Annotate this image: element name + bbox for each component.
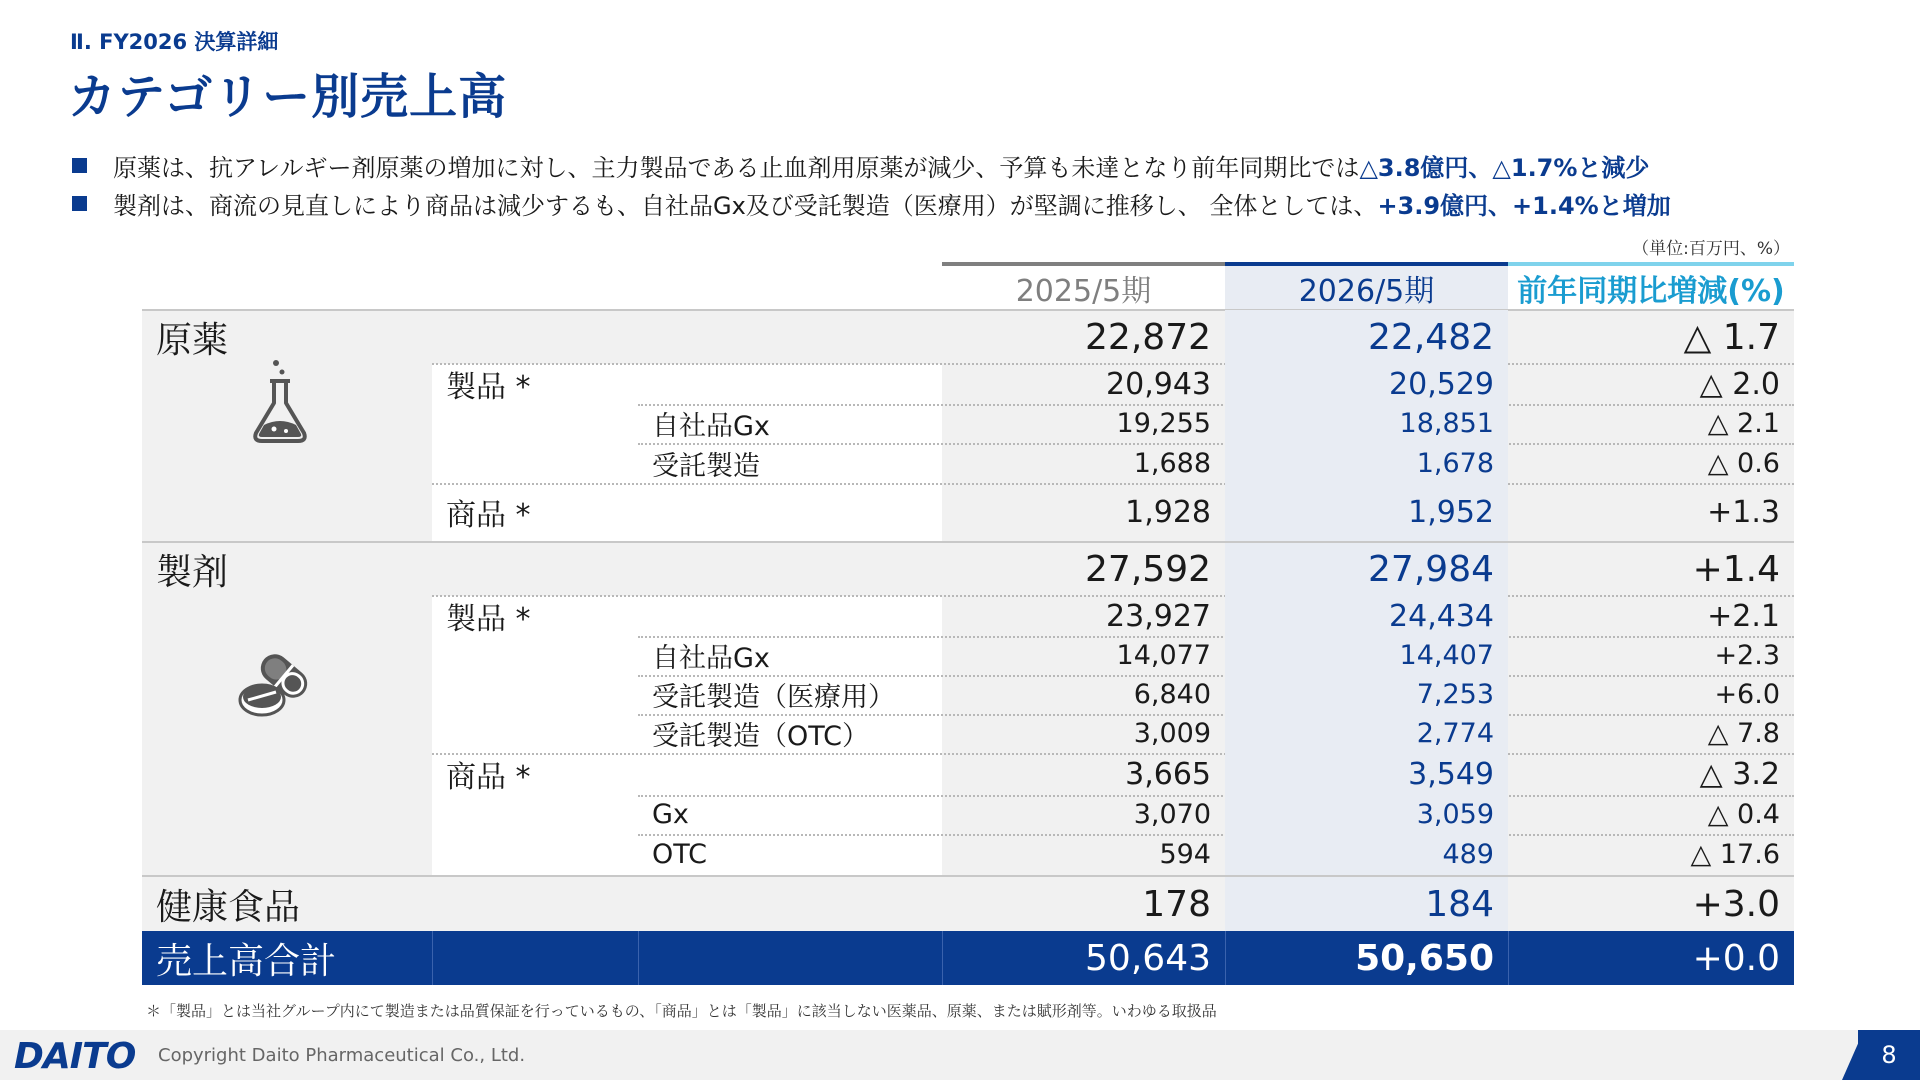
row-label: Gx	[652, 799, 689, 830]
value-prev: 20,943	[1106, 366, 1211, 402]
summary-bullets	[72, 146, 1892, 222]
value-prev: 1,928	[1125, 494, 1211, 530]
value-yoy: △ 2.0	[1699, 366, 1780, 402]
row-label: 健康食品	[156, 886, 301, 928]
value-yoy: △ 7.8	[1707, 718, 1780, 749]
value-cur: 3,549	[1225, 753, 1508, 795]
bullet-square-icon	[72, 158, 87, 173]
row-label: 原薬	[156, 319, 229, 361]
table-row-fp-goods-otc	[142, 834, 1794, 875]
value-prev: 14,077	[1116, 640, 1211, 671]
value-prev: 23,927	[1106, 598, 1211, 634]
value-prev: 3,009	[1133, 718, 1211, 749]
bullet-formulation	[72, 184, 1892, 222]
value-yoy: △ 17.6	[1690, 839, 1780, 870]
col-header-prev: 2025/5期	[942, 262, 1225, 312]
table-row-api	[142, 310, 1794, 364]
table-row-api-gx	[142, 404, 1794, 443]
unit-note: （単位:百万円、%）	[1632, 239, 1790, 259]
row-label: 製品 *	[446, 602, 531, 637]
column-headers	[142, 262, 1794, 310]
value-cur: 2,774	[1225, 714, 1508, 753]
table-row-api-cmo	[142, 443, 1794, 483]
table-row-formulation	[142, 543, 1794, 596]
section-label: Ⅱ. FY2026 決算詳細	[70, 30, 279, 54]
row-label: 受託製造（医療用）	[652, 682, 895, 713]
value-prev: 1,688	[1133, 447, 1211, 479]
value-prev: 6,840	[1133, 679, 1211, 710]
value-yoy: △ 2.1	[1707, 408, 1780, 439]
value-yoy: △ 0.6	[1707, 447, 1780, 479]
value-prev: 3,665	[1125, 756, 1211, 792]
value-cur: 7,253	[1225, 675, 1508, 714]
row-label: 商品 *	[446, 498, 531, 533]
value-prev: 178	[1142, 883, 1211, 925]
table-row-api-goods	[142, 483, 1794, 541]
flask-icon	[246, 357, 314, 447]
table-row-fp-cmo-otc	[142, 714, 1794, 753]
company-logo: DAITO	[14, 1036, 136, 1077]
bullet-text: 原薬は、抗アレルギー剤原薬の増加に対し、主力製品である止血剤用原薬が減少、予算も未達となり前年同期比では	[113, 153, 1360, 182]
row-label: 製品 *	[446, 370, 531, 405]
row-label: 受託製造（OTC）	[652, 721, 870, 752]
row-label: 自社品Gx	[652, 643, 770, 674]
value-yoy: +6.0	[1714, 679, 1780, 710]
row-label: 受託製造	[652, 450, 760, 482]
divider	[432, 931, 433, 985]
row-label: 売上高合計	[156, 940, 337, 982]
value-cur: 24,434	[1225, 596, 1508, 636]
value-cur: 489	[1225, 834, 1508, 875]
value-cur: 50,650	[1355, 937, 1494, 979]
value-yoy: △ 0.4	[1707, 799, 1780, 830]
value-yoy: +0.0	[1692, 937, 1780, 979]
table-row-fp-gx	[142, 636, 1794, 675]
value-yoy: +2.3	[1714, 640, 1780, 671]
value-prev: 594	[1159, 839, 1211, 870]
col-header-cur: 2026/5期	[1225, 262, 1508, 312]
pills-icon	[238, 642, 318, 722]
value-cur: 3,059	[1225, 795, 1508, 834]
value-cur: 18,851	[1225, 404, 1508, 443]
value-cur: 27,984	[1225, 543, 1508, 596]
value-cur: 184	[1225, 877, 1508, 931]
table-row-health-food	[142, 877, 1794, 931]
value-cur: 1,678	[1225, 443, 1508, 483]
table-row-fp-goods-gx	[142, 795, 1794, 834]
value-cur: 20,529	[1225, 364, 1508, 404]
page-title: カテゴリー別売上高	[68, 69, 508, 125]
value-prev: 22,872	[1085, 316, 1211, 358]
table-row-fp-goods	[142, 753, 1794, 795]
table-row-total	[142, 931, 1794, 985]
bullet-square-icon	[72, 196, 87, 211]
copyright: Copyright Daito Pharmaceutical Co., Ltd.	[158, 1045, 526, 1066]
value-yoy: △ 3.2	[1699, 756, 1780, 792]
col-header-yoy: 前年同期比増減(%)	[1508, 262, 1794, 312]
row-label: OTC	[652, 839, 708, 870]
value-yoy: +1.3	[1707, 494, 1780, 530]
value-yoy: +2.1	[1707, 598, 1780, 634]
row-label: 商品 *	[446, 760, 531, 795]
divider	[638, 931, 639, 985]
table-row-fp-products	[142, 596, 1794, 636]
value-yoy: +3.0	[1692, 883, 1780, 925]
table-row-api-products	[142, 364, 1794, 404]
footnote: ＊「製品」とは当社グループ内にて製造または品質保証を行っているもの、「商品」とは「製品」に該当しない医薬品、原薬、または賦形剤等。いわゆる取扱品	[146, 1002, 1217, 1020]
value-prev: 27,592	[1085, 549, 1211, 590]
value-prev: 19,255	[1116, 408, 1211, 439]
value-cur: 14,407	[1225, 636, 1508, 675]
bullet-highlight: △3.8億円、△1.7%と減少	[1359, 153, 1650, 182]
bullet-api	[72, 146, 1892, 184]
table-row-fp-cmo-medical	[142, 675, 1794, 714]
bullet-highlight: +3.9億円、+1.4%と増加	[1377, 191, 1671, 220]
bullet-text: 製剤は、商流の見直しにより商品は減少するも、自社品Gx及び受託製造（医療用）が堅調に推移し、 全体としては、	[113, 191, 1378, 220]
value-prev: 50,643	[1085, 937, 1211, 979]
value-cur: 1,952	[1225, 483, 1508, 541]
page-number: 8	[1858, 1030, 1920, 1080]
row-label: 自社品Gx	[652, 411, 770, 442]
value-yoy: △ 1.7	[1683, 316, 1780, 358]
value-prev: 3,070	[1133, 799, 1211, 830]
row-label: 製剤	[156, 552, 229, 593]
value-cur: 22,482	[1225, 310, 1508, 364]
value-yoy: +1.4	[1692, 549, 1780, 590]
